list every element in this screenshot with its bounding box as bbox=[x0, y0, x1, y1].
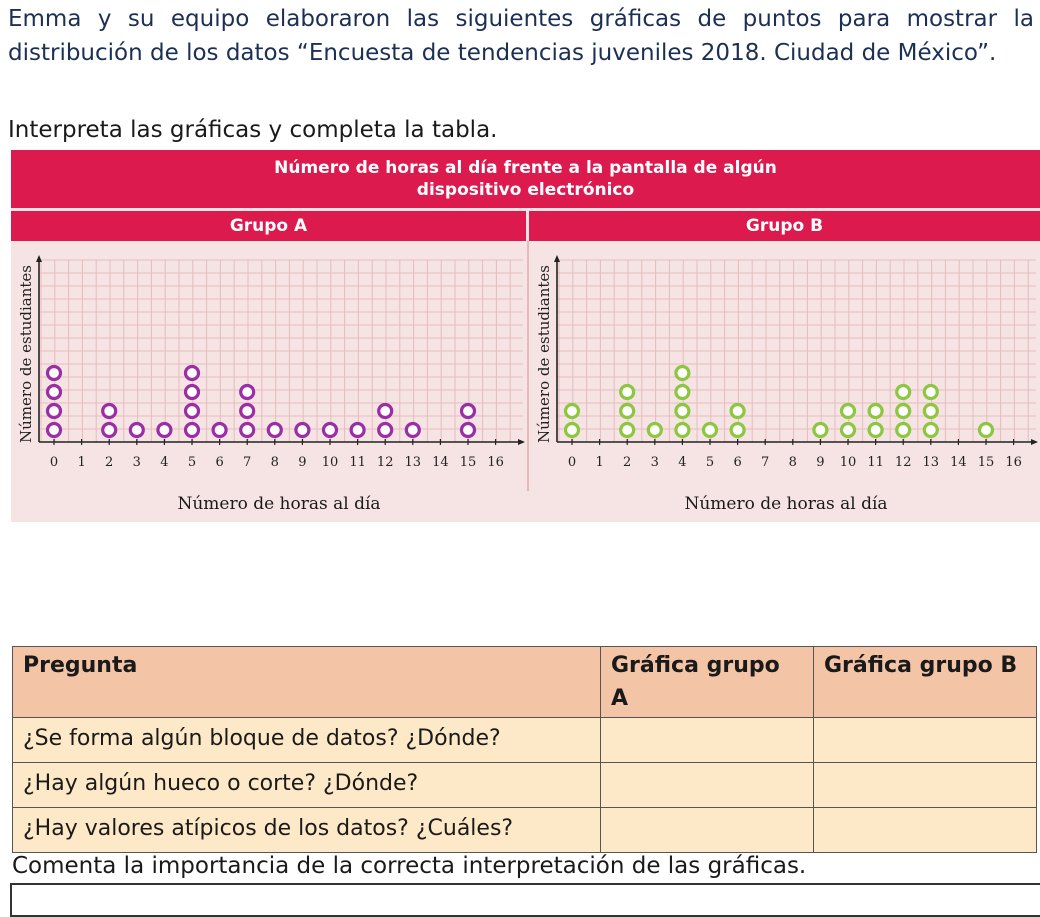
x-tick-label: 12 bbox=[894, 455, 912, 470]
data-dot bbox=[842, 424, 855, 437]
x-tick-label: 6 bbox=[215, 455, 224, 470]
data-dot bbox=[924, 424, 937, 437]
x-tick-label: 12 bbox=[376, 455, 394, 470]
intro-text: Emma y su equipo elaboraron las siguientes gráficas de puntos para mostrar la distribución de los datos “Encuesta de tendencias juveniles 2018. Ciudad de México”. bbox=[8, 6, 1034, 66]
data-dot bbox=[462, 405, 475, 418]
x-tick-label: 16 bbox=[1005, 455, 1022, 470]
x-tick-label: 2 bbox=[623, 455, 632, 470]
data-dot bbox=[48, 386, 61, 399]
data-dot bbox=[704, 424, 717, 437]
data-dot bbox=[566, 405, 579, 418]
x-tick-label: 14 bbox=[950, 455, 967, 470]
data-dot bbox=[241, 405, 254, 418]
data-dot bbox=[648, 424, 661, 437]
y-axis-label: Número de estudiantes bbox=[17, 265, 35, 443]
x-tick-label: 4 bbox=[678, 455, 687, 470]
data-dot bbox=[621, 424, 634, 437]
answer-cell-group-a[interactable] bbox=[601, 808, 814, 853]
data-dot bbox=[842, 405, 855, 418]
data-dot bbox=[48, 405, 61, 418]
data-dot bbox=[48, 424, 61, 437]
group-b-header: Grupo B bbox=[529, 211, 1040, 241]
data-dot bbox=[103, 405, 116, 418]
data-dot bbox=[379, 424, 392, 437]
x-tick-label: 7 bbox=[761, 455, 770, 470]
group-a-x-axis-label: Número de horas al día bbox=[177, 494, 381, 514]
x-tick-label: 9 bbox=[816, 455, 825, 470]
data-dot bbox=[980, 424, 993, 437]
data-dot bbox=[676, 367, 689, 380]
x-tick-label: 11 bbox=[349, 455, 366, 470]
x-tick-label: 1 bbox=[77, 455, 86, 470]
data-dot bbox=[158, 424, 171, 437]
answer-cell-group-a[interactable] bbox=[601, 718, 814, 763]
y-axis-arrow bbox=[554, 255, 560, 262]
data-dot bbox=[731, 405, 744, 418]
table-row bbox=[13, 808, 1037, 853]
x-tick-label: 3 bbox=[650, 455, 659, 470]
x-tick-label: 10 bbox=[839, 455, 857, 470]
data-dot bbox=[324, 424, 337, 437]
data-dot bbox=[296, 424, 309, 437]
data-dot bbox=[351, 424, 364, 437]
y-axis-label: Número de estudiantes bbox=[535, 265, 553, 443]
x-tick-label: 5 bbox=[187, 455, 197, 470]
data-dot bbox=[924, 386, 937, 399]
x-tick-label: 3 bbox=[132, 455, 141, 470]
comment-answer-box[interactable] bbox=[10, 883, 1040, 917]
answer-cell-group-a[interactable] bbox=[601, 763, 814, 808]
x-tick-label: 0 bbox=[567, 455, 577, 470]
data-dot bbox=[897, 405, 910, 418]
comment-prompt: Comenta la importancia de la correcta interpretación de las gráficas. bbox=[12, 853, 807, 879]
x-tick-label: 2 bbox=[105, 455, 114, 470]
answer-cell-group-b[interactable] bbox=[814, 763, 1037, 808]
data-dot bbox=[186, 405, 199, 418]
data-dot bbox=[869, 424, 882, 437]
question-cell: ¿Hay algún hueco o corte? ¿Dónde? bbox=[13, 763, 601, 808]
chart-header bbox=[11, 150, 1040, 208]
x-tick-label: 15 bbox=[459, 455, 477, 470]
data-dot bbox=[924, 405, 937, 418]
x-tick-label: 1 bbox=[595, 455, 604, 470]
data-dot bbox=[186, 386, 199, 399]
table-row bbox=[13, 763, 1037, 808]
data-dot bbox=[869, 405, 882, 418]
data-dot bbox=[566, 424, 579, 437]
header-question: Pregunta bbox=[13, 647, 601, 718]
table-row bbox=[13, 718, 1037, 763]
header-group-b: Gráfica grupo B bbox=[814, 647, 1037, 718]
data-dot bbox=[621, 405, 634, 418]
x-tick-label: 13 bbox=[922, 455, 940, 470]
dot-plot-group-a bbox=[11, 245, 527, 490]
data-dot bbox=[676, 386, 689, 399]
data-dot bbox=[462, 424, 475, 437]
data-dot bbox=[676, 424, 689, 437]
x-tick-label: 8 bbox=[788, 455, 797, 470]
x-tick-label: 13 bbox=[404, 455, 422, 470]
x-tick-label: 7 bbox=[243, 455, 252, 470]
data-dot bbox=[241, 386, 254, 399]
data-dot bbox=[897, 386, 910, 399]
data-dot bbox=[241, 424, 254, 437]
data-dot bbox=[897, 424, 910, 437]
dot-plots-panel bbox=[11, 150, 1040, 522]
x-tick-label: 14 bbox=[432, 455, 449, 470]
data-dot bbox=[406, 424, 419, 437]
instruction-text: Interpreta las gráficas y completa la tabla. bbox=[8, 117, 498, 143]
dot-plot-group-b bbox=[529, 245, 1040, 490]
answer-cell-group-b[interactable] bbox=[814, 718, 1037, 763]
data-dot bbox=[621, 386, 634, 399]
x-axis-arrow bbox=[1031, 439, 1038, 445]
x-tick-label: 5 bbox=[705, 455, 715, 470]
x-tick-label: 16 bbox=[487, 455, 504, 470]
x-tick-label: 11 bbox=[867, 455, 884, 470]
x-tick-label: 8 bbox=[270, 455, 279, 470]
data-dot bbox=[213, 424, 226, 437]
group-b-x-axis-label: Número de horas al día bbox=[684, 494, 888, 514]
x-tick-label: 6 bbox=[733, 455, 742, 470]
x-tick-label: 9 bbox=[298, 455, 307, 470]
data-dot bbox=[186, 367, 199, 380]
data-dot bbox=[379, 405, 392, 418]
data-dot bbox=[814, 424, 827, 437]
group-a-header: Grupo A bbox=[11, 211, 526, 241]
x-tick-label: 4 bbox=[160, 455, 169, 470]
questions-table bbox=[12, 646, 1037, 853]
data-dot bbox=[48, 367, 61, 380]
x-tick-label: 0 bbox=[49, 455, 59, 470]
question-cell: ¿Se forma algún bloque de datos? ¿Dónde? bbox=[13, 718, 601, 763]
x-tick-label: 10 bbox=[321, 455, 339, 470]
x-axis-arrow bbox=[518, 439, 525, 445]
data-dot bbox=[268, 424, 281, 437]
data-dot bbox=[731, 424, 744, 437]
y-axis-arrow bbox=[36, 255, 42, 262]
data-dot bbox=[130, 424, 143, 437]
data-dot bbox=[676, 405, 689, 418]
header-group-a: Gráfica grupo A bbox=[601, 647, 814, 718]
data-dot bbox=[103, 424, 116, 437]
answer-cell-group-b[interactable] bbox=[814, 808, 1037, 853]
table-header-row bbox=[13, 647, 1037, 718]
x-tick-label: 15 bbox=[977, 455, 995, 470]
data-dot bbox=[186, 424, 199, 437]
chart-header-text: Número de horas al día frente a la pantalla de algún dispositivo electrónico bbox=[274, 158, 777, 200]
question-cell: ¿Hay valores atípicos de los datos? ¿Cuáles? bbox=[13, 808, 601, 853]
